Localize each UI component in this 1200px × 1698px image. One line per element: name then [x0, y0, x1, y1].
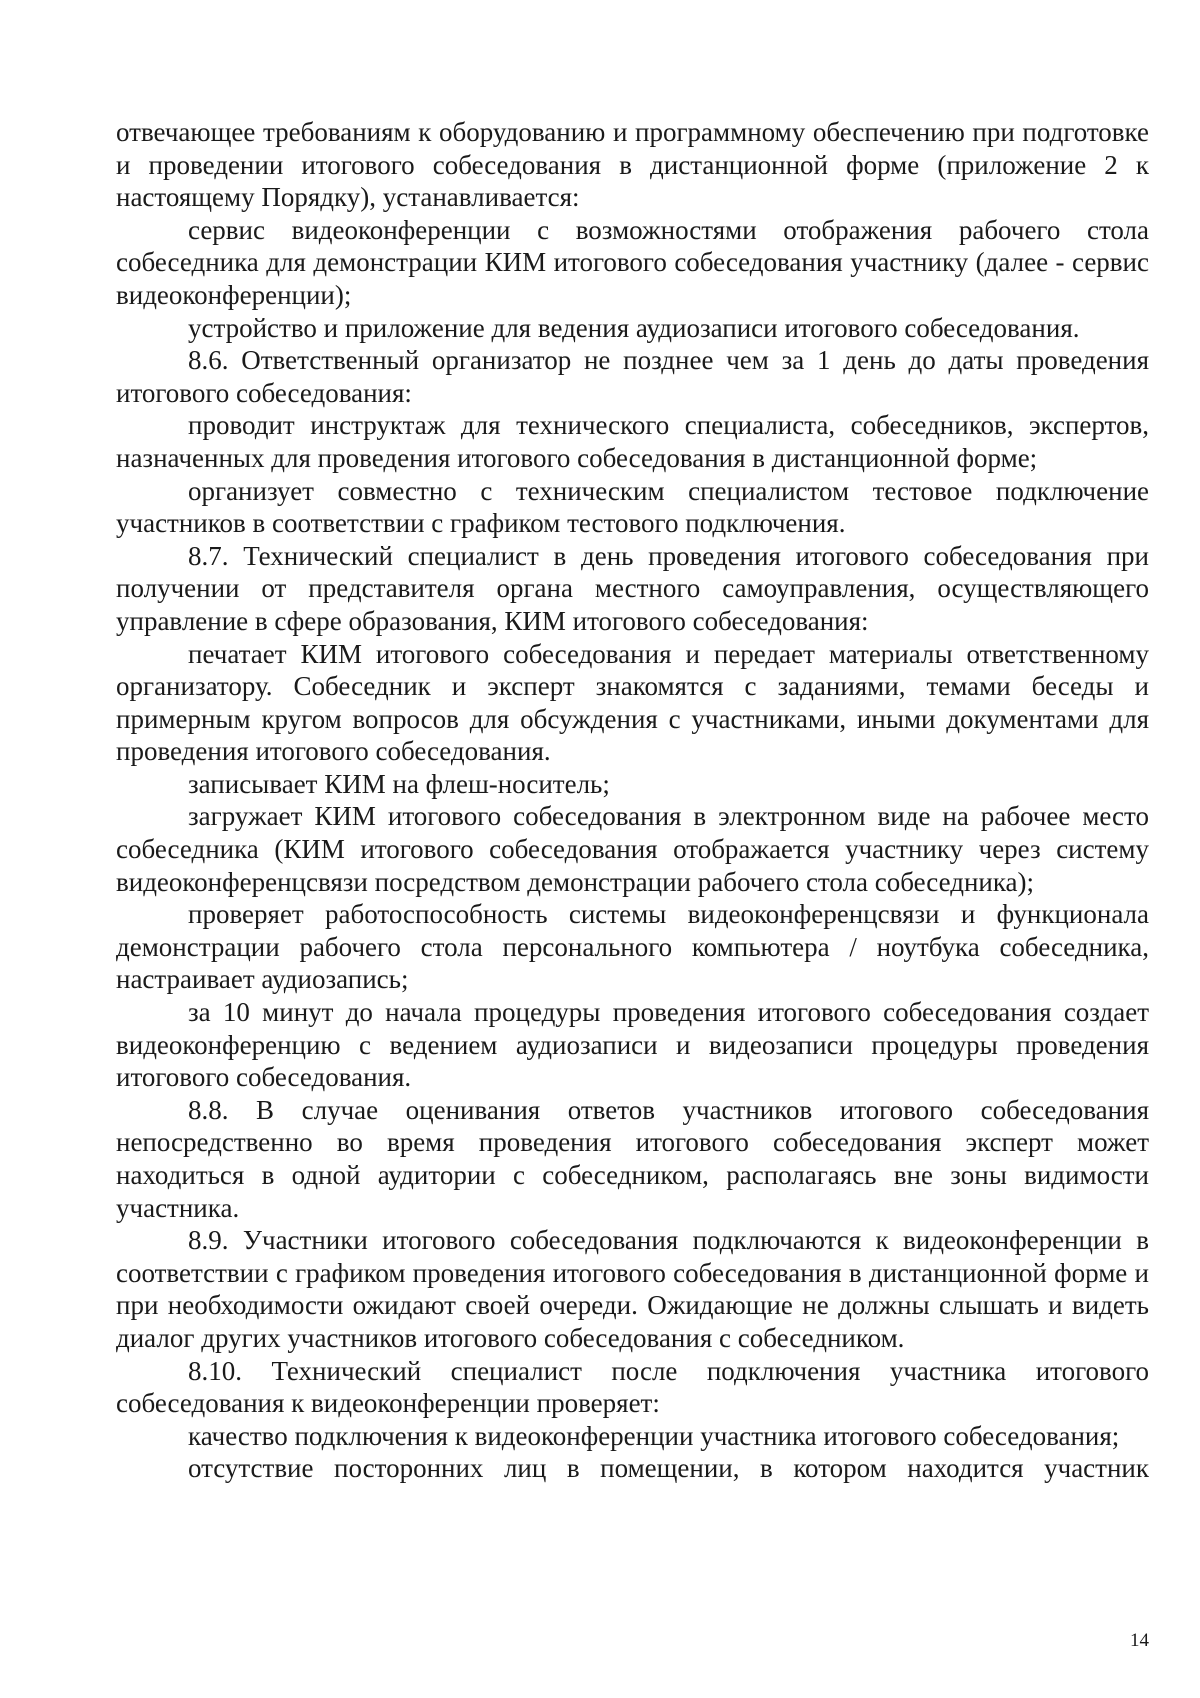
page-number: 14: [1130, 1630, 1149, 1651]
paragraph: 8.8. В случае оценивания ответов участников итогового собеседования непосредственно во время проведения итогового собеседования эксперт может находиться в одной аудитории с собеседником, располагаясь вне зоны видимости участника.: [116, 1094, 1149, 1223]
paragraph: отвечающее требованиям к оборудованию и программному обеспечению при подготовке и проведении итогового собеседования в дистанционной форме (приложение 2 к настоящему Порядку), устанавливается:: [116, 117, 1149, 213]
paragraph: устройство и приложение для ведения аудиозаписи итогового собеседования.: [188, 312, 1080, 343]
paragraph: качество подключения к видеоконференции участника итогового собеседования;: [188, 1420, 1120, 1451]
paragraph: загружает КИМ итогового собеседования в электронном виде на рабочее место собеседника (КИМ итогового собеседования отображается участнику через систему видеоконференцсвязи посредством демонстрации рабочего стола собеседника);: [116, 801, 1149, 897]
paragraph: печатает КИМ итогового собеседования и передает материалы ответственному организатору. Собеседник и эксперт знакомятся с заданиями, темами беседы и примерным кругом вопросов для обсуждения с участниками, иными документами для проведения итогового собеседования.: [116, 638, 1149, 767]
paragraph: сервис видеоконференции с возможностями отображения рабочего стола собеседника для демонстрации КИМ итогового собеседования участнику (далее - сервис видеоконференции);: [116, 214, 1149, 310]
paragraph: отсутствие посторонних лиц в помещении, в котором находится участник: [188, 1453, 1149, 1484]
paragraph: записывает КИМ на флеш-носитель;: [188, 768, 610, 799]
paragraph: 8.7. Технический специалист в день проведения итогового собеседования при получении от представителя органа местного самоуправления, осуществляющего управление в сфере образования, КИМ итогового собеседования:: [116, 540, 1149, 636]
document-body: [116, 116, 1149, 1485]
paragraph: за 10 минут до начала процедуры проведения итогового собеседования создает видеоконференцию с ведением аудиозаписи и видеозаписи процедуры проведения итогового собеседования.: [116, 997, 1149, 1093]
paragraph: проводит инструктаж для технического специалиста, собеседников, экспертов, назначенных для проведения итогового собеседования в дистанционной форме;: [116, 410, 1149, 473]
paragraph: организует совместно с техническим специалистом тестовое подключение участников в соответствии с графиком тестового подключения.: [116, 475, 1149, 539]
paragraph: 8.9. Участники итогового собеседования подключаются к видеоконференции в соответствии с графиком проведения итогового собеседования в дистанционной форме и при необходимости ожидают своей очереди. Ожидающие не должны слышать и видеть диалог других участников итогового собеседования с собеседником.: [116, 1225, 1149, 1353]
paragraph: проверяет работоспособность системы видеоконференцсвязи и функционала демонстрации рабочего стола персонального компьютера / ноутбука собеседника, настраивает аудиозапись;: [116, 899, 1149, 995]
paragraph: 8.6. Ответственный организатор не позднее чем за 1 день до даты проведения итогового собеседования:: [116, 345, 1149, 408]
paragraph: 8.10. Технический специалист после подключения участника итогового собеседования к видеоконференции проверяет:: [116, 1355, 1149, 1419]
